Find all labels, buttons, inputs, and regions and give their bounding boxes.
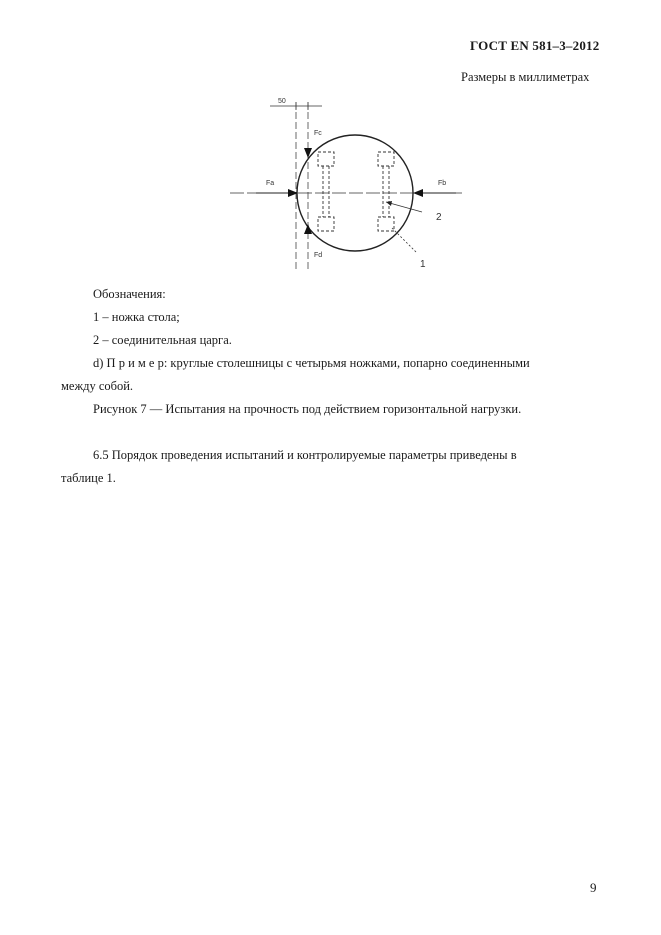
table-leg-top-right (378, 152, 394, 166)
table-leg-top-left (318, 152, 334, 166)
section-6-5-line-1: 6.5 Порядок проведения испытаний и контролируемые параметры приведены в (93, 448, 517, 462)
force-fd-label: Fd (314, 252, 323, 259)
section-6-5-line-2: таблице 1. (61, 471, 116, 485)
table-leg-bottom-left (318, 217, 334, 231)
legend-item-2: 2 – соединительная царга. (93, 333, 232, 347)
force-fa-label: Fa (266, 180, 275, 187)
force-fb-label: Fb (438, 180, 447, 187)
page-number: 9 (590, 880, 597, 895)
example-note-line-1: d) П р и м е р: круглые столешницы с четырьмя ножками, попарно соединенными (93, 356, 530, 370)
figure-7-diagram (226, 94, 466, 274)
units-note: Размеры в миллиметрах (461, 70, 590, 84)
callout-2: 2 (436, 212, 442, 223)
example-note-line-2: между собой. (61, 379, 134, 393)
legend-item-1: 1 – ножка стола; (93, 310, 180, 324)
standard-code: ГОСТ EN 581–3–2012 (470, 38, 600, 53)
force-fa-arrow (256, 189, 298, 197)
leader-arrowhead-2 (386, 201, 392, 206)
legend-heading: Обозначения: (93, 287, 166, 301)
diagram-svg (226, 94, 466, 274)
table-leg-bottom-right (378, 217, 394, 231)
dimension-label: 50 (278, 98, 286, 105)
leader-line-1 (392, 228, 416, 252)
force-fb-arrow (413, 189, 456, 197)
force-fc-label: Fc (314, 130, 322, 137)
force-fd-arrowhead (304, 224, 312, 234)
callout-1: 1 (420, 259, 426, 270)
figure-caption: Рисунок 7 — Испытания на прочность под действием горизонтальной нагрузки. (93, 402, 522, 416)
